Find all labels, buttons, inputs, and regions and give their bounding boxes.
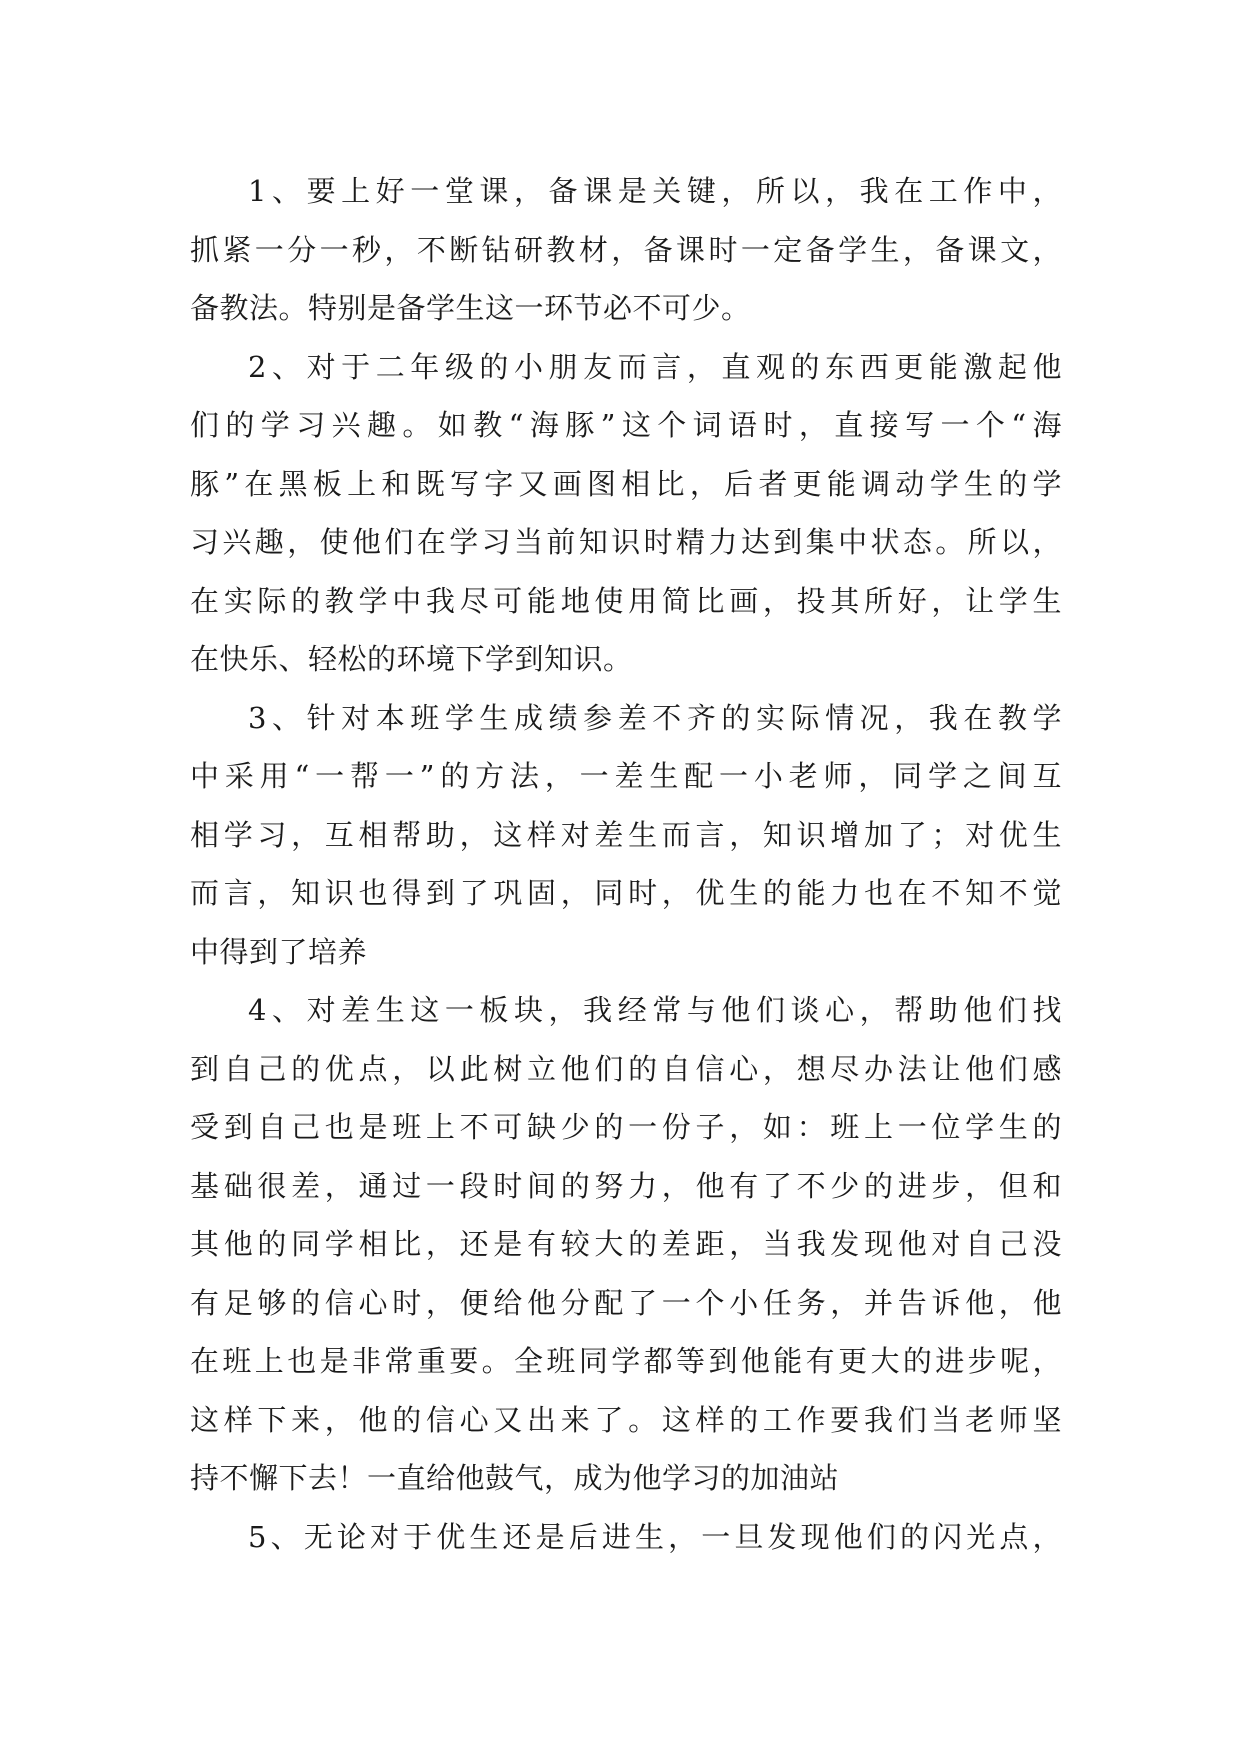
text-line: 在班上也是非常重要。全班同学都等到他能有更大的进步呢， [190, 1344, 1062, 1378]
text-line: 这样下来，他的信心又出来了。这样的工作要我们当老师坚 [190, 1402, 1062, 1437]
text-line: 其他的同学相比，还是有较大的差距，当我发现他对自己没 [190, 1227, 1062, 1261]
text-line: 抓紧一分一秒，不断钻研教材，备课时一定备学生，备课文， [190, 232, 1062, 267]
paragraph-2 [190, 338, 1062, 689]
text-line: 4、对差生这一板块，我经常与他们谈心，帮助他们找 [248, 993, 1062, 1027]
text-line: 们的学习兴趣。如教“海豚”这个词语时，直接写一个“海 [190, 408, 1062, 442]
text-line: 在快乐、轻松的环境下学到知识。 [190, 642, 633, 676]
document-body [190, 162, 1062, 1566]
text-line: 习兴趣，使他们在学习当前知识时精力达到集中状态。所以， [190, 525, 1062, 559]
text-line: 备教法。特别是备学生这一环节必不可少。 [190, 291, 751, 325]
text-line: 5、无论对于优生还是后进生，一旦发现他们的闪光点， [248, 1519, 1062, 1554]
text-line: 中得到了培养 [190, 934, 368, 969]
text-line: 3、针对本班学生成绩参差不齐的实际情况，我在教学 [248, 700, 1062, 735]
text-line: 受到自己也是班上不可缺少的一份子，如：班上一位学生的 [190, 1110, 1062, 1144]
paragraph-5 [190, 1508, 1062, 1567]
text-line: 在实际的教学中我尽可能地使用简比画，投其所好，让学生 [190, 583, 1062, 618]
text-line: 1、要上好一堂课，备课是关键，所以，我在工作中， [248, 174, 1062, 208]
text-line: 豚”在黑板上和既写字又画图相比，后者更能调动学生的学 [190, 466, 1062, 501]
text-line: 而言，知识也得到了巩固，同时，优生的能力也在不知不觉 [190, 876, 1062, 910]
text-line: 有足够的信心时，便给他分配了一个小任务，并告诉他，他 [190, 1285, 1062, 1320]
paragraph-3 [190, 689, 1062, 982]
text-line: 持不懈下去！一直给他鼓气，成为他学习的加油站 [190, 1461, 840, 1495]
text-line: 到自己的优点，以此树立他们的自信心，想尽办法让他们感 [190, 1051, 1062, 1086]
paragraph-4 [190, 981, 1062, 1508]
text-line: 相学习，互相帮助，这样对差生而言，知识增加了；对优生 [190, 817, 1062, 852]
text-line: 中采用“一帮一”的方法，一差生配一小老师，同学之间互 [190, 759, 1062, 793]
text-line: 基础很差，通过一段时间的努力，他有了不少的进步，但和 [190, 1168, 1062, 1203]
paragraph-1 [190, 162, 1062, 338]
text-line: 2、对于二年级的小朋友而言，直观的东西更能激起他 [248, 349, 1062, 384]
